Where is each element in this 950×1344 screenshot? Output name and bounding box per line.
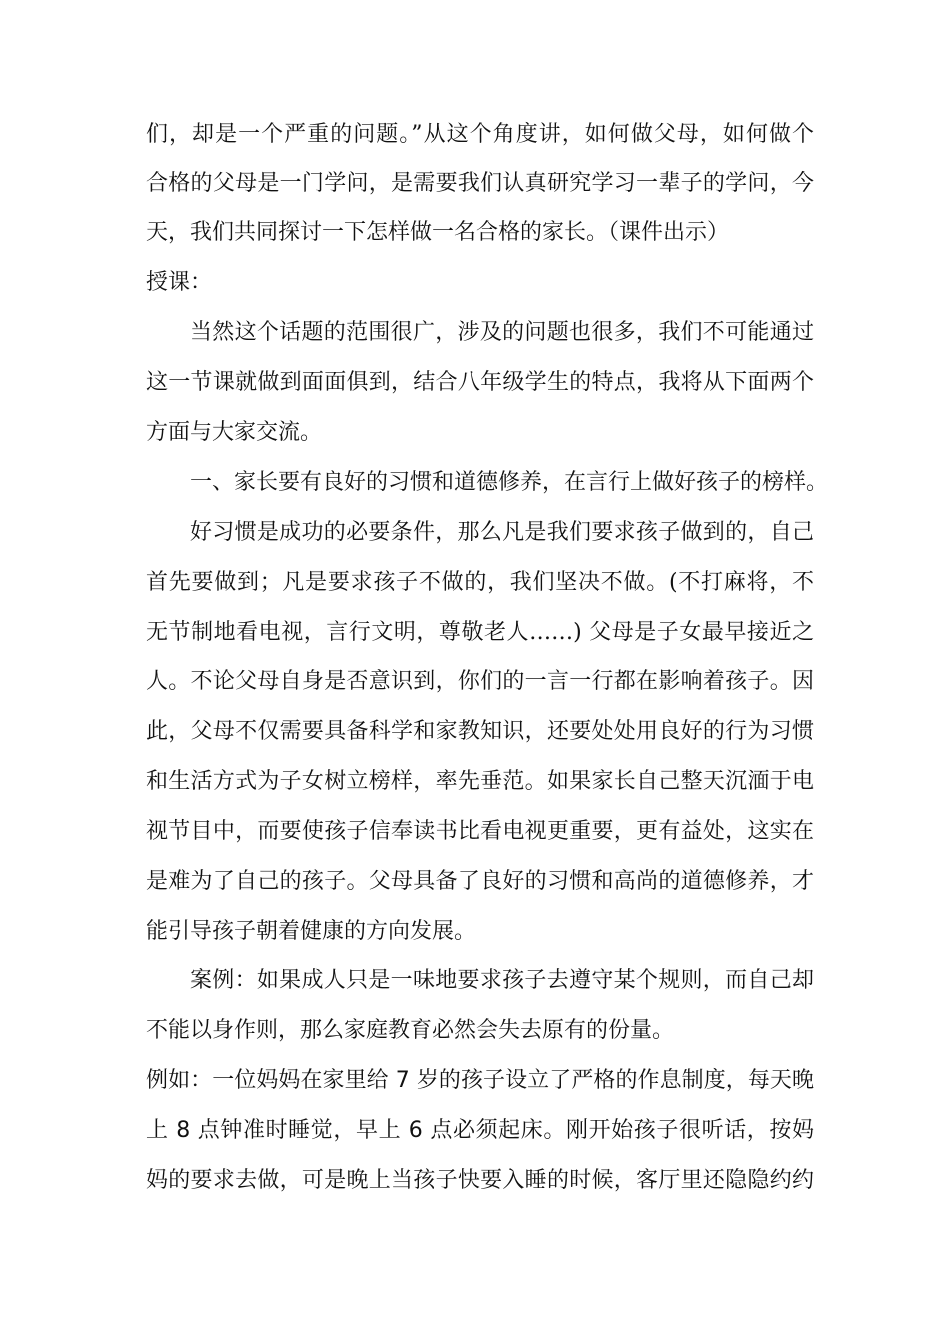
text-line: 能引导孩子朝着健康的方向发展。 [146, 919, 477, 944]
text-line: 无节制地看电视，言行文明，尊敬老人……) 父母是子女最早接近之 [146, 620, 814, 645]
text-line: 这一节课就做到面面俱到，结合八年级学生的特点，我将从下面两个 [146, 370, 814, 395]
case-line: 不能以身作则，那么家庭教育必然会失去原有的份量。 [146, 1018, 675, 1043]
text-line: 此，父母不仅需要具备科学和家教知识，还要处处用良好的行为习惯 [146, 719, 814, 744]
text-line: 们，却是一个严重的问题。”从这个角度讲，如何做父母，如何做个 [146, 122, 814, 147]
text-line: 当然这个话题的范围很广，涉及的问题也很多，我们不可能通过 [190, 320, 814, 345]
text-line: 视节目中，而要使孩子信奉读书比看电视更重要，更有益处，这实在 [146, 819, 814, 844]
text-line: 和生活方式为子女树立榜样，率先垂范。如果家长自己整天沉湎于电 [146, 769, 814, 794]
text-line: 方面与大家交流。 [146, 420, 323, 445]
example-line: 例如：一位妈妈在家里给 7 岁的孩子设立了严格的作息制度，每天晚 [146, 1068, 814, 1093]
text-line: 人。不论父母自身是否意识到，你们的一言一行都在影响着孩子。因 [146, 669, 814, 694]
case-line: 案例：如果成人只是一味地要求孩子去遵守某个规则，而自己却 [190, 968, 814, 993]
example-line: 妈的要求去做，可是晚上当孩子快要入睡的时候，客厅里还隐隐约约 [146, 1168, 814, 1193]
example-line: 上 8 点钟准时睡觉，早上 6 点必须起床。刚开始孩子很听话，按妈 [146, 1118, 814, 1143]
section-label: 授课： [146, 270, 213, 295]
text-line: 首先要做到；凡是要求孩子不做的，我们坚决不做。(不打麻将，不 [146, 570, 814, 595]
text-line: 好习惯是成功的必要条件，那么凡是我们要求孩子做到的，自己 [190, 520, 814, 545]
text-line: 天，我们共同探讨一下怎样做一名合格的家长。（课件出示） [146, 220, 730, 245]
text-line: 合格的父母是一门学问，是需要我们认真研究学习一辈子的学问，今 [146, 171, 814, 196]
text-line: 是难为了自己的孩子。父母具备了良好的习惯和高尚的道德修养，才 [146, 869, 814, 894]
section-heading: 一、家长要有良好的习惯和道德修养，在言行上做好孩子的榜样。 [190, 470, 829, 495]
